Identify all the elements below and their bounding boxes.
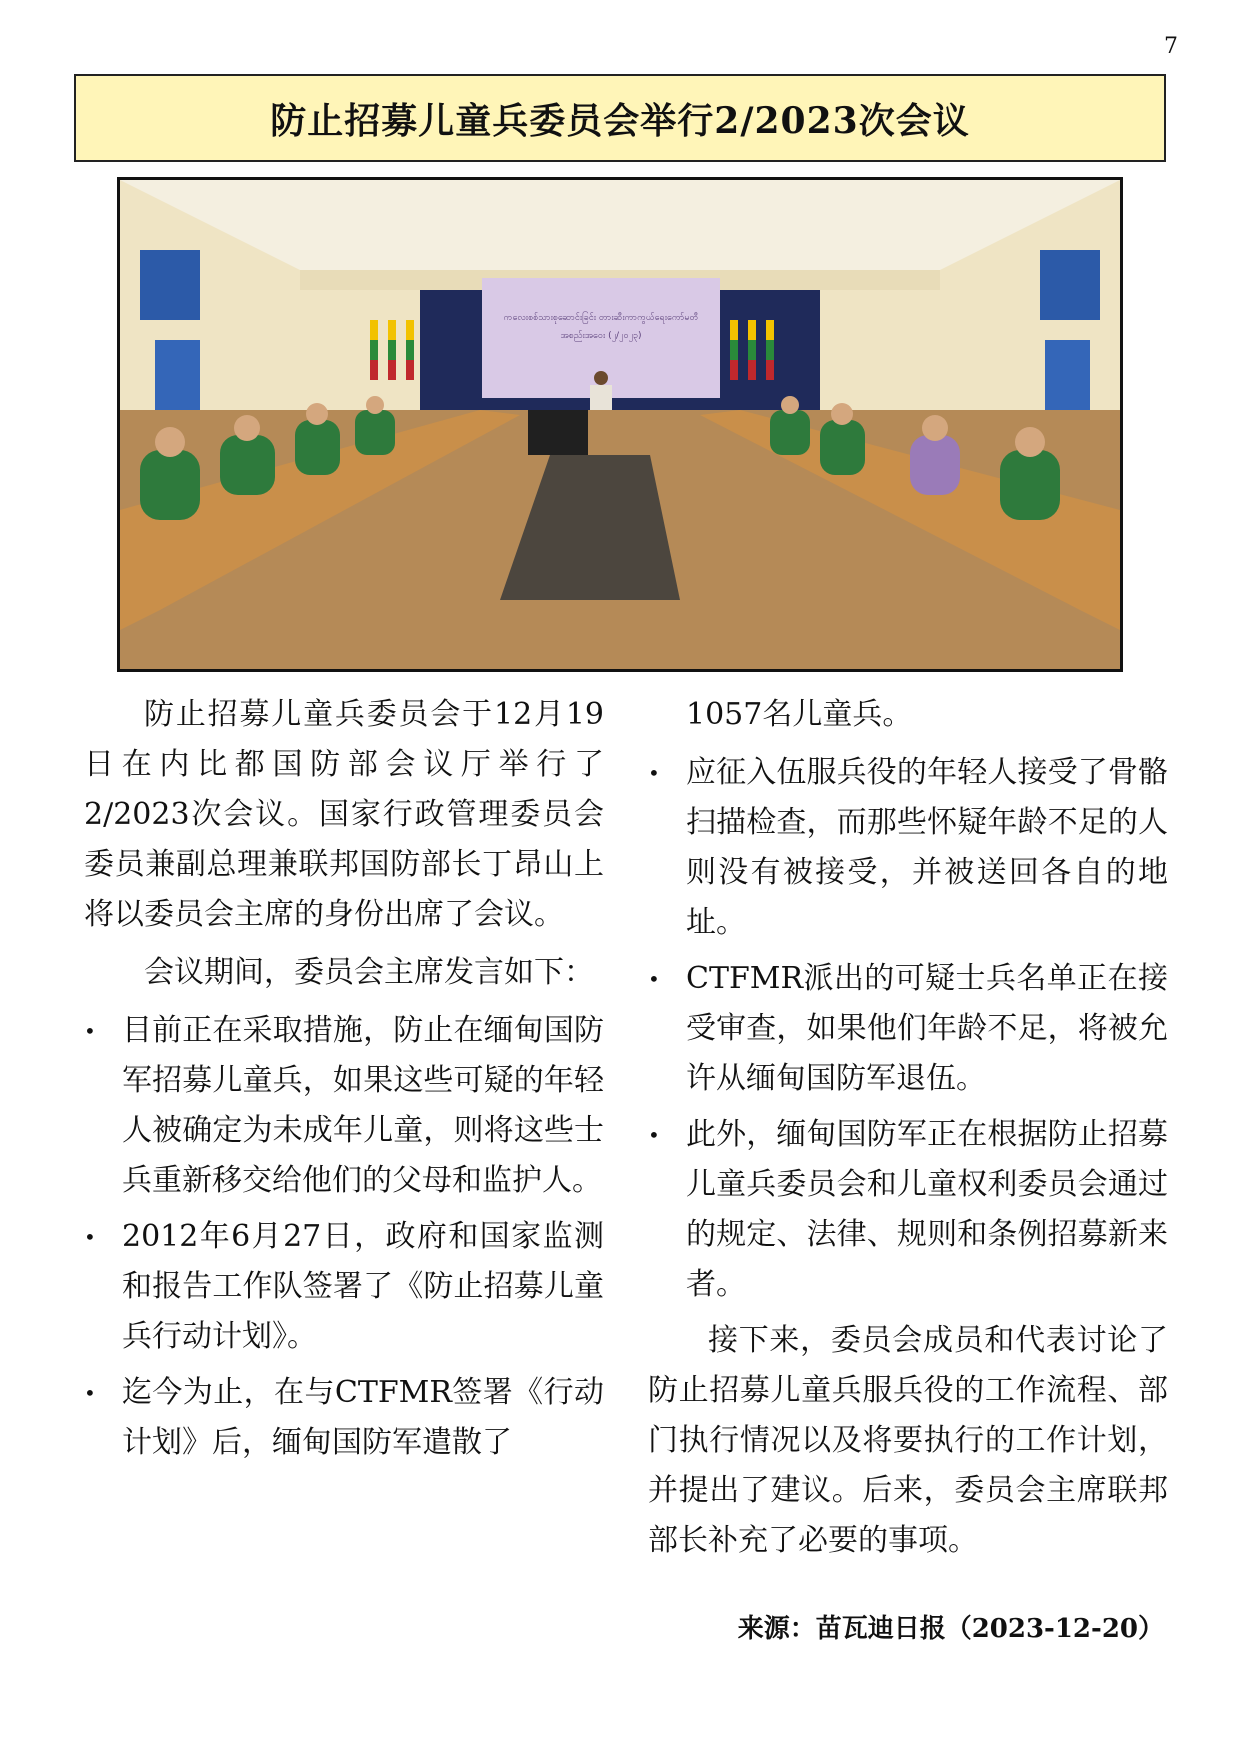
title-banner: [74, 74, 1166, 162]
bullet-glyph: •: [648, 967, 660, 991]
list-item: [648, 1110, 1168, 1310]
list-item: [648, 748, 1168, 948]
speech-intro-paragraph: 会议期间，委员会主席发言如下：: [144, 955, 594, 990]
left-column: [84, 690, 604, 1474]
list-item-text: 应征入伍服兵役的年轻人接受了骨骼扫描检查，而那些怀疑年龄不足的人则没有被接受，并被送回各自的地址。: [686, 755, 1168, 940]
list-item-text: 此外，缅甸国防军正在根据防止招募儿童兵委员会和儿童权利委员会通过的规定、法律、规则和条例招募新来者。: [686, 1117, 1168, 1302]
flags-left: [370, 320, 414, 380]
speech-bullet-list-right: [648, 748, 1168, 1310]
bullet-glyph: •: [84, 1225, 96, 1249]
right-column: [648, 690, 1168, 1574]
list-item: [84, 1368, 604, 1468]
list-item: [648, 954, 1168, 1104]
list-item-text: 目前正在采取措施，防止在缅甸国防军招募儿童兵，如果这些可疑的年轻人被确定为未成年儿童，则将这些士兵重新移交给他们的父母和监护人。: [122, 1013, 604, 1198]
article-title: 防止招募儿童兵委员会举行2/2023次会议: [270, 99, 970, 142]
speech-bullet-list-left: [84, 1006, 604, 1468]
list-item: [84, 1212, 604, 1362]
source-citation: 来源：苗瓦迪日报（2023-12-20）: [737, 1614, 1164, 1644]
bullet-glyph: •: [648, 1123, 660, 1147]
list-item: [84, 1006, 604, 1206]
bullet-glyph: •: [648, 761, 660, 785]
bullet-glyph: •: [84, 1019, 96, 1043]
screen-text-line-1: ကလေးစစ်သားစုဆောင်းခြင်း တားဆီးကာကွယ်ရေးကော်မတီ: [503, 313, 699, 323]
list-item-text: CTFMR派出的可疑士兵名单正在接受审查，如果他们年龄不足，将被允许从缅甸国防军退伍。: [686, 961, 1168, 1096]
flags-right: [730, 320, 774, 380]
bullet-continuation: 1057名儿童兵。: [686, 697, 913, 732]
closing-paragraph: 接下来，委员会成员和代表讨论了防止招募儿童兵服兵役的工作流程、部门执行情况以及将要执行的工作计划，并提出了建议。后来，委员会主席联邦部长补充了必要的事项。: [648, 1323, 1168, 1558]
list-item-text: 2012年6月27日，政府和国家监测和报告工作队签署了《防止招募儿童兵行动计划》。: [122, 1219, 604, 1354]
page-number: 7: [1164, 34, 1178, 59]
intro-paragraph: 防止招募儿童兵委员会于12月19日在内比都国防部会议厅举行了2/2023次会议。国家行政管理委员会委员兼副总理兼联邦国防部长丁昂山上将以委员会主席的身份出席了会议。: [84, 697, 604, 932]
bullet-glyph: •: [84, 1381, 96, 1405]
meeting-photo: [117, 177, 1123, 672]
meeting-photo-illustration: [120, 180, 1120, 669]
screen-text-line-2: အစည်းအဝေး (၂/၂၀၂၃): [560, 331, 642, 341]
list-item-text: 迄今为止，在与CTFMR签署《行动计划》后，缅甸国防军遣散了: [122, 1375, 604, 1460]
